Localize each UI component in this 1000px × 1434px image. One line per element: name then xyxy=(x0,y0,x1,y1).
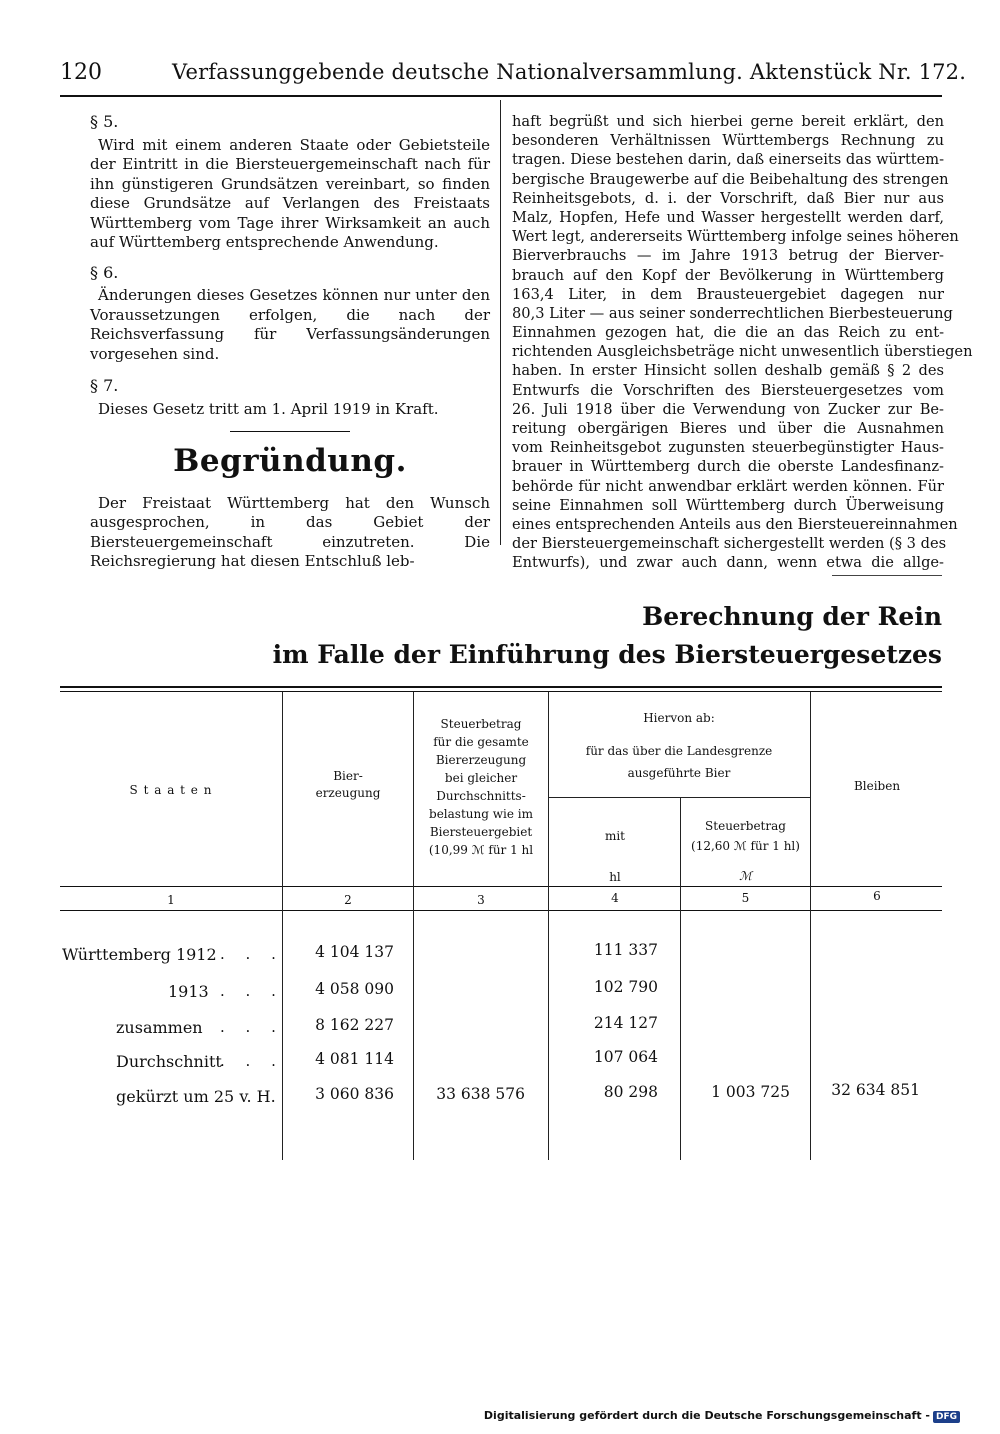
table-cell: 107 064 xyxy=(593,1048,658,1066)
row-dots: . . . xyxy=(220,1018,284,1036)
header-mit: mit xyxy=(604,829,626,843)
page-number: 120 xyxy=(60,60,102,85)
text-line: 80,3 Liter — aus seiner sonderrechtlichen Bierbesteuerung xyxy=(512,304,953,322)
column-number: 3 xyxy=(477,893,485,907)
unit-hl: hl xyxy=(609,870,621,884)
text-line: besonderen Verhältnissen Württembergs Rechnung zu xyxy=(512,132,944,150)
section-5-text: Wird mit einem anderen Staate oder Gebietsteile der Eintritt in die Biersteuergemeinschaft nach für ihn günstigeren Grundsätzen vereinbart, so finden diese Grundsätze auf Verlangen des Freistaats Württemberg vom Tage ihrer Wirksamkeit an auch auf Württemberg entsprechende Anwendung. xyxy=(90,135,490,251)
begruendung-text: Der Freistaat Württemberg hat den Wunsch ausgesprochen, in das Gebiet der Biersteuergemeinschaft einzutreten. Die Reichsregierung hat diesen Entschluß leb- xyxy=(90,493,490,570)
column-number: 6 xyxy=(873,889,881,903)
text-line: Wert legt, andererseits Württemberg infolge seines höheren xyxy=(512,228,959,246)
dfg-logo: DFG xyxy=(933,1411,960,1423)
text-line: Einnahmen gezogen hat, die die an das Reich zu ent- xyxy=(512,324,944,342)
header-steuerbetrag-gesamt: Steuerbetrag für die gesamte Biererzeugung bei gleicher Durchschnitts- belastung wie im Biersteuergebiet (10,99 ℳ für 1 hl xyxy=(428,717,534,857)
text-line: eines entsprechenden Anteils aus den Biersteuereinnahmen xyxy=(512,515,958,533)
header-bleiben: Bleiben xyxy=(853,779,901,793)
section-rule xyxy=(230,431,350,432)
column-number: 1 xyxy=(167,893,175,907)
text-line: reitung obergärigen Bieres und über die Ausnahmen xyxy=(512,420,944,437)
header-fuer-das: für das über die Landesgrenze ausgeführte Bier xyxy=(585,744,773,780)
text-line: 26. Juli 1918 über die Verwendung von Zucker zur Be- xyxy=(512,400,944,418)
section-7-heading: § 7. xyxy=(90,376,119,395)
running-title: Verfassunggebende deutsche Nationalversammlung. Aktenstück Nr. 172. xyxy=(172,60,967,84)
row-dots: . . . xyxy=(220,1052,284,1070)
digitization-footer xyxy=(484,1409,960,1423)
column-line xyxy=(810,692,811,1160)
text-line: brauer in Württemberg durch die oberste Landesfinanz- xyxy=(512,458,944,476)
text-line: 163,4 Liter, in dem Brausteuergebiet dagegen nur xyxy=(512,285,944,303)
table-cell: 4 104 137 xyxy=(315,943,394,961)
section-6-text: Änderungen dieses Gesetzes können nur unter den Voraussetzungen erfolgen, die nach der Reichsverfassung für Verfassungsänderungen vorgesehen sind. xyxy=(90,286,490,363)
column-line xyxy=(680,798,681,1160)
text-line: Entwurfs), und zwar auch dann, wenn etwa die allge- xyxy=(512,554,944,572)
title-rule xyxy=(832,575,942,576)
text-line: richtenden Ausgleichsbeträge nicht unwesentlich überstiegen xyxy=(512,343,973,361)
row-dots: . . . xyxy=(220,982,284,1000)
column-line xyxy=(548,692,549,1160)
text-line: behörde für nicht anwendbar erklärt werden können. Für xyxy=(512,477,944,495)
header-hiervon-ab: Hiervon ab: xyxy=(643,711,715,725)
page-header xyxy=(60,58,967,92)
row-label: zusammen xyxy=(116,1018,203,1037)
column-line xyxy=(282,692,283,1160)
row-label: Durchschnitt xyxy=(116,1052,222,1071)
table-cell: 102 790 xyxy=(593,978,658,996)
row-dots: . . . xyxy=(220,945,284,963)
text-line: tragen. Diese bestehen darin, daß einerseits das württem- xyxy=(512,151,945,169)
text-line: Malz, Hopfen, Hefe und Wasser hergestellt werden darf, xyxy=(512,208,944,226)
row-label: gekürzt um 25 v. H. xyxy=(116,1087,276,1106)
text-line: vom Reinheitsgebot zugunsten steuerbegünstigter Haus- xyxy=(512,439,944,457)
text-line: bergische Braugewerbe auf die Beibehaltung des strengen xyxy=(512,170,949,188)
header-rule xyxy=(60,95,942,97)
column-divider xyxy=(500,100,501,545)
text-line: der Biersteuergemeinschaft sichergestellt werden (§ 3 des xyxy=(512,535,947,553)
table-title-line-1: Berechnung der Rein xyxy=(642,602,942,631)
header-biererzeugung: Bier- erzeugung xyxy=(315,769,381,800)
text-line: brauch auf den Kopf der Bevölkerung in Württemberg xyxy=(512,266,944,284)
header-steuerbetrag-1260: Steuerbetrag (12,60 ℳ für 1 hl) xyxy=(691,819,800,853)
column-number: 5 xyxy=(741,891,750,905)
subheader-rule xyxy=(548,797,810,798)
column-number: 2 xyxy=(344,893,352,907)
left-column xyxy=(90,112,490,572)
row-label: Württemberg 1912 xyxy=(62,945,217,964)
header-staaten: S t a a t e n xyxy=(129,783,213,797)
table-title-line-2: im Falle der Einführung des Biersteuergesetzes xyxy=(272,640,942,669)
table-cell: 1 003 725 xyxy=(711,1083,790,1101)
begruendung-heading: Begründung. xyxy=(173,443,407,479)
table-cell: 214 127 xyxy=(593,1014,658,1032)
right-column xyxy=(512,112,973,573)
unit-mark: ℳ xyxy=(739,869,752,883)
column-line xyxy=(413,692,414,1160)
column-number: 4 xyxy=(611,891,619,905)
text-line: haft begrüßt und sich hierbei gerne bereit erklärt, den xyxy=(512,113,944,130)
table-cell: 111 337 xyxy=(593,941,658,959)
text-line: Entwurfs die Vorschriften des Biersteuergesetzes vom xyxy=(512,381,944,399)
table-cell: 33 638 576 xyxy=(436,1085,525,1103)
section-5-heading: § 5. xyxy=(90,112,119,131)
section-7-text: Dieses Gesetz tritt am 1. April 1919 in Kraft. xyxy=(98,399,439,418)
table-cell: 4 058 090 xyxy=(315,980,394,998)
section-6-heading: § 6. xyxy=(90,262,119,282)
footer-text: Digitalisierung gefördert durch die Deutsche Forschungsgemeinschaft - xyxy=(483,1409,930,1422)
table-cell: 32 634 851 xyxy=(831,1081,920,1099)
table-cell: 4 081 114 xyxy=(315,1050,394,1068)
table-top-rule xyxy=(60,686,942,688)
text-line: seine Einnahmen soll Württemberg durch Überweisung xyxy=(512,496,944,514)
row-label: 1913 xyxy=(168,982,209,1001)
table-cell: 8 162 227 xyxy=(315,1016,394,1034)
table-cell: 80 298 xyxy=(603,1083,658,1101)
text-line: haben. In erster Hinsicht sollen deshalb gemäß § 2 des xyxy=(512,362,944,380)
text-line: Reinheitsgebots, d. i. der Vorschrift, daß Bier nur aus xyxy=(512,189,944,207)
table-cell: 3 060 836 xyxy=(315,1085,394,1103)
text-line: Bierverbrauchs — im Jahre 1913 betrug der Bierver- xyxy=(512,247,944,265)
